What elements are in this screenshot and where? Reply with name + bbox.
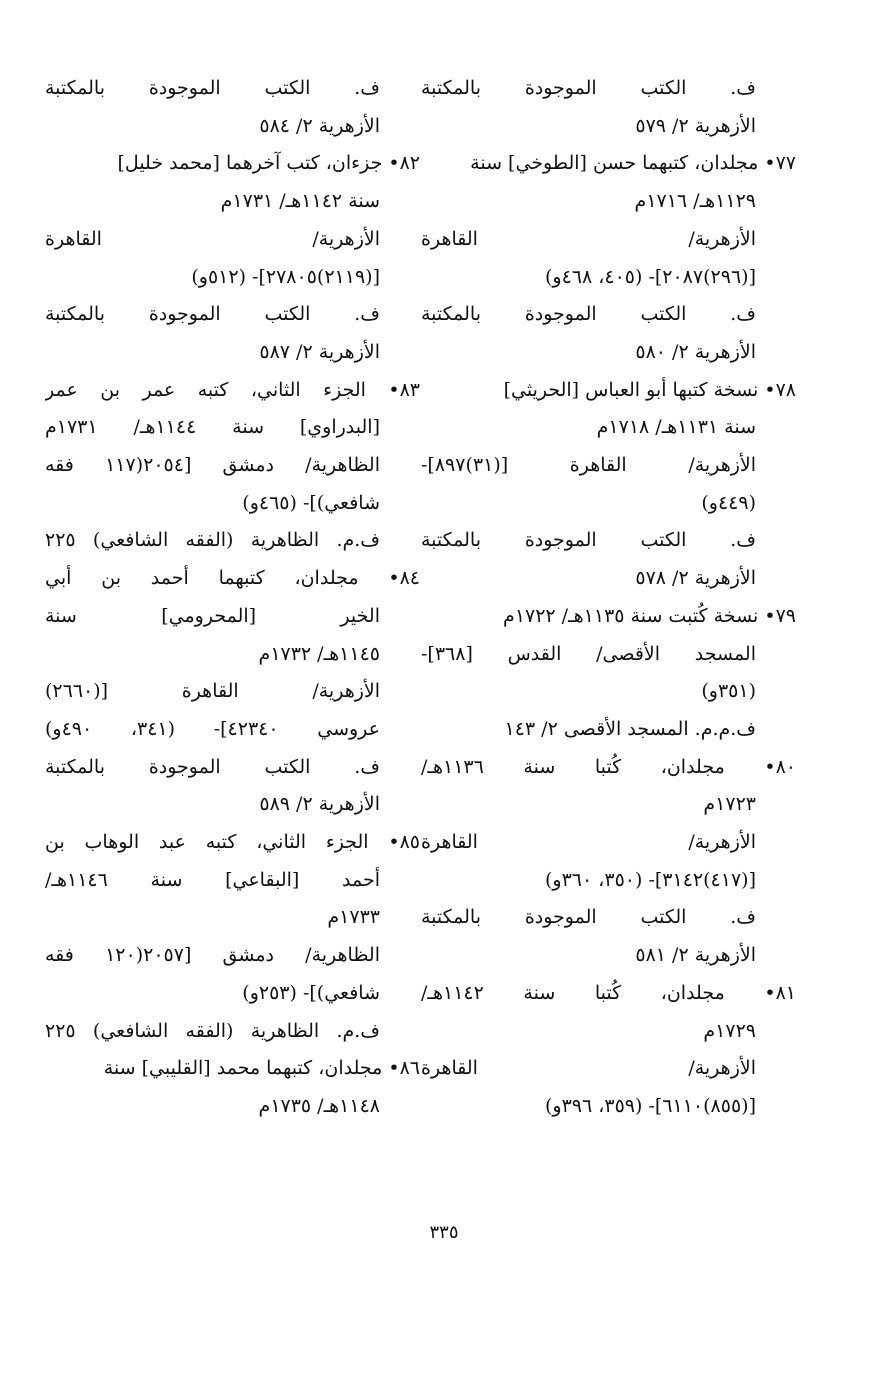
text-line: الأزهرية ٢/ ٥٨١ [635,944,756,967]
text-line: [(٤١٧)٣١٤٢]- (٣٥٠، ٣٦٠و) [544,868,756,891]
text-line: ف. الكتب الموجودة بالمكتبة [421,303,756,326]
text-line: [البدراوي] سنة ١١٤٤هـ/ ١٧٣١م [45,416,380,439]
text-line: ف. الكتب الموجودة بالمكتبة [421,529,756,552]
text-line: ٨٤• مجلدان، كتبهما أحمد بن أبي [45,567,420,590]
text-line: المسجد الأقصى/ القدس [٣٦٨]- [421,642,756,665]
text-line: عروسي ٤٢٣٤٠]- (٣٤١، ٤٩٠و) [45,717,380,740]
text-line: الأزهرية/ القاهرة [(٢٦٦٠) [45,680,380,703]
text-line: شافعي)]- (٤٦٥و) [242,491,380,514]
text-line: ٧٩• نسخة كُتبت سنة ١١٣٥هـ/ ١٧٢٢م [503,604,796,627]
text-line: الأزهرية/ القاهرة [421,831,756,854]
text-line: ٨١• مجلدان، كُتبا سنة ١١٤٢هـ/ [421,981,796,1004]
text-line: الخير [المحرومي] سنة [45,604,380,627]
text-line: الظاهرية/ دمشق [٢٠٥٧(١٢٠ فقه [45,944,380,967]
text-line: ف.م. الظاهرية (الفقه الشافعي) ٢٢٥ [45,1019,380,1042]
text-line: ف. الكتب الموجودة بالمكتبة [421,906,756,929]
text-line: الأزهرية ٢/ ٥٧٩ [635,114,756,137]
text-line: الأزهرية ٢/ ٥٨٤ [259,114,380,137]
text-line: ف. الكتب الموجودة بالمكتبة [45,755,380,778]
text-line: ف.م.م. المسجد الأقصى ٢/ ١٤٣ [504,717,756,740]
text-line: الأزهرية/ القاهرة [421,227,756,250]
text-line: أحمد [البقاعي] سنة ١١٤٦هـ/ [45,868,380,891]
text-line: ٨٠• مجلدان، كُتبا سنة ١١٣٦هـ/ [421,755,796,778]
text-line: ٧٧• مجلدان، كتبهما حسن [الطوخي] سنة [470,152,796,175]
text-line: [(٢٩٦)٢٠٨٧]- (٤٠٥، ٤٦٨و) [544,265,756,288]
text-line: ٨٣• الجزء الثاني، كتبه عمر بن عمر [45,378,420,401]
text-line: ف.م. الظاهرية (الفقه الشافعي) ٢٢٥ [45,529,380,552]
text-line: ١٧٣٣م [327,906,380,929]
text-line: شافعي)]- (٢٥٣و) [242,981,380,1004]
page-number: ٣٣٥ [429,1222,459,1243]
text-line: ٨٥• الجزء الثاني، كتبه عبد الوهاب بن [45,831,420,854]
text-line: ف. الكتب الموجودة بالمكتبة [421,77,756,99]
text-line: سنة ١١٤٢هـ/ ١٧٣١م [220,190,380,213]
text-line: سنة ١١٣١هـ/ ١٧١٨م [596,416,756,439]
text-line: الظاهرية/ دمشق [٢٠٥٤(١١٧ فقه [45,454,380,477]
text-line: ١١٢٩هـ/ ١٧١٦م [634,190,756,213]
text-line: ف. الكتب الموجودة بالمكتبة [45,77,380,99]
text-line: ف. الكتب الموجودة بالمكتبة [45,303,380,326]
right-column [421,70,796,1126]
text-line: ١١٤٨هـ/ ١٧٣٥م [258,1094,380,1117]
text-line: (٤٤٩و) [701,491,756,514]
text-line: ٨٢• جزءان، كتب آخرهما [محمد خليل] [117,152,420,175]
text-line: الأزهرية/ القاهرة [(٣١)٨٩٧]- [421,454,756,477]
text-line: ٧٨• نسخة كتبها أبو العباس [الحريثي] [503,378,796,401]
text-line: [(٨٥٥)٦١١٠]- (٣٥٩، ٣٩٦و) [544,1094,756,1117]
left-column [45,70,420,1126]
text-line: [(٢١١٩)٢٧٨٠٥]- (٥١٢و) [191,265,380,288]
text-line: ١١٤٥هـ/ ١٧٣٢م [258,642,380,665]
text-line: ١٧٢٩م [703,1019,756,1042]
text-line: الأزهرية/ القاهرة [45,227,380,250]
text-line: الأزهرية ٢/ ٥٨٩ [259,793,380,816]
text-line: الأزهرية ٢/ ٥٧٨ [635,567,756,590]
text-line: ١٧٢٣م [703,793,756,816]
text-line: الأزهرية ٢/ ٥٨٠ [635,340,756,363]
text-line: (٣٥١و) [701,680,756,703]
text-line: ٨٦• مجلدان، كتبهما محمد [القليبي] سنة [103,1057,420,1080]
text-line: الأزهرية/ القاهرة [421,1057,756,1080]
text-line: الأزهرية ٢/ ٥٨٧ [259,340,380,363]
